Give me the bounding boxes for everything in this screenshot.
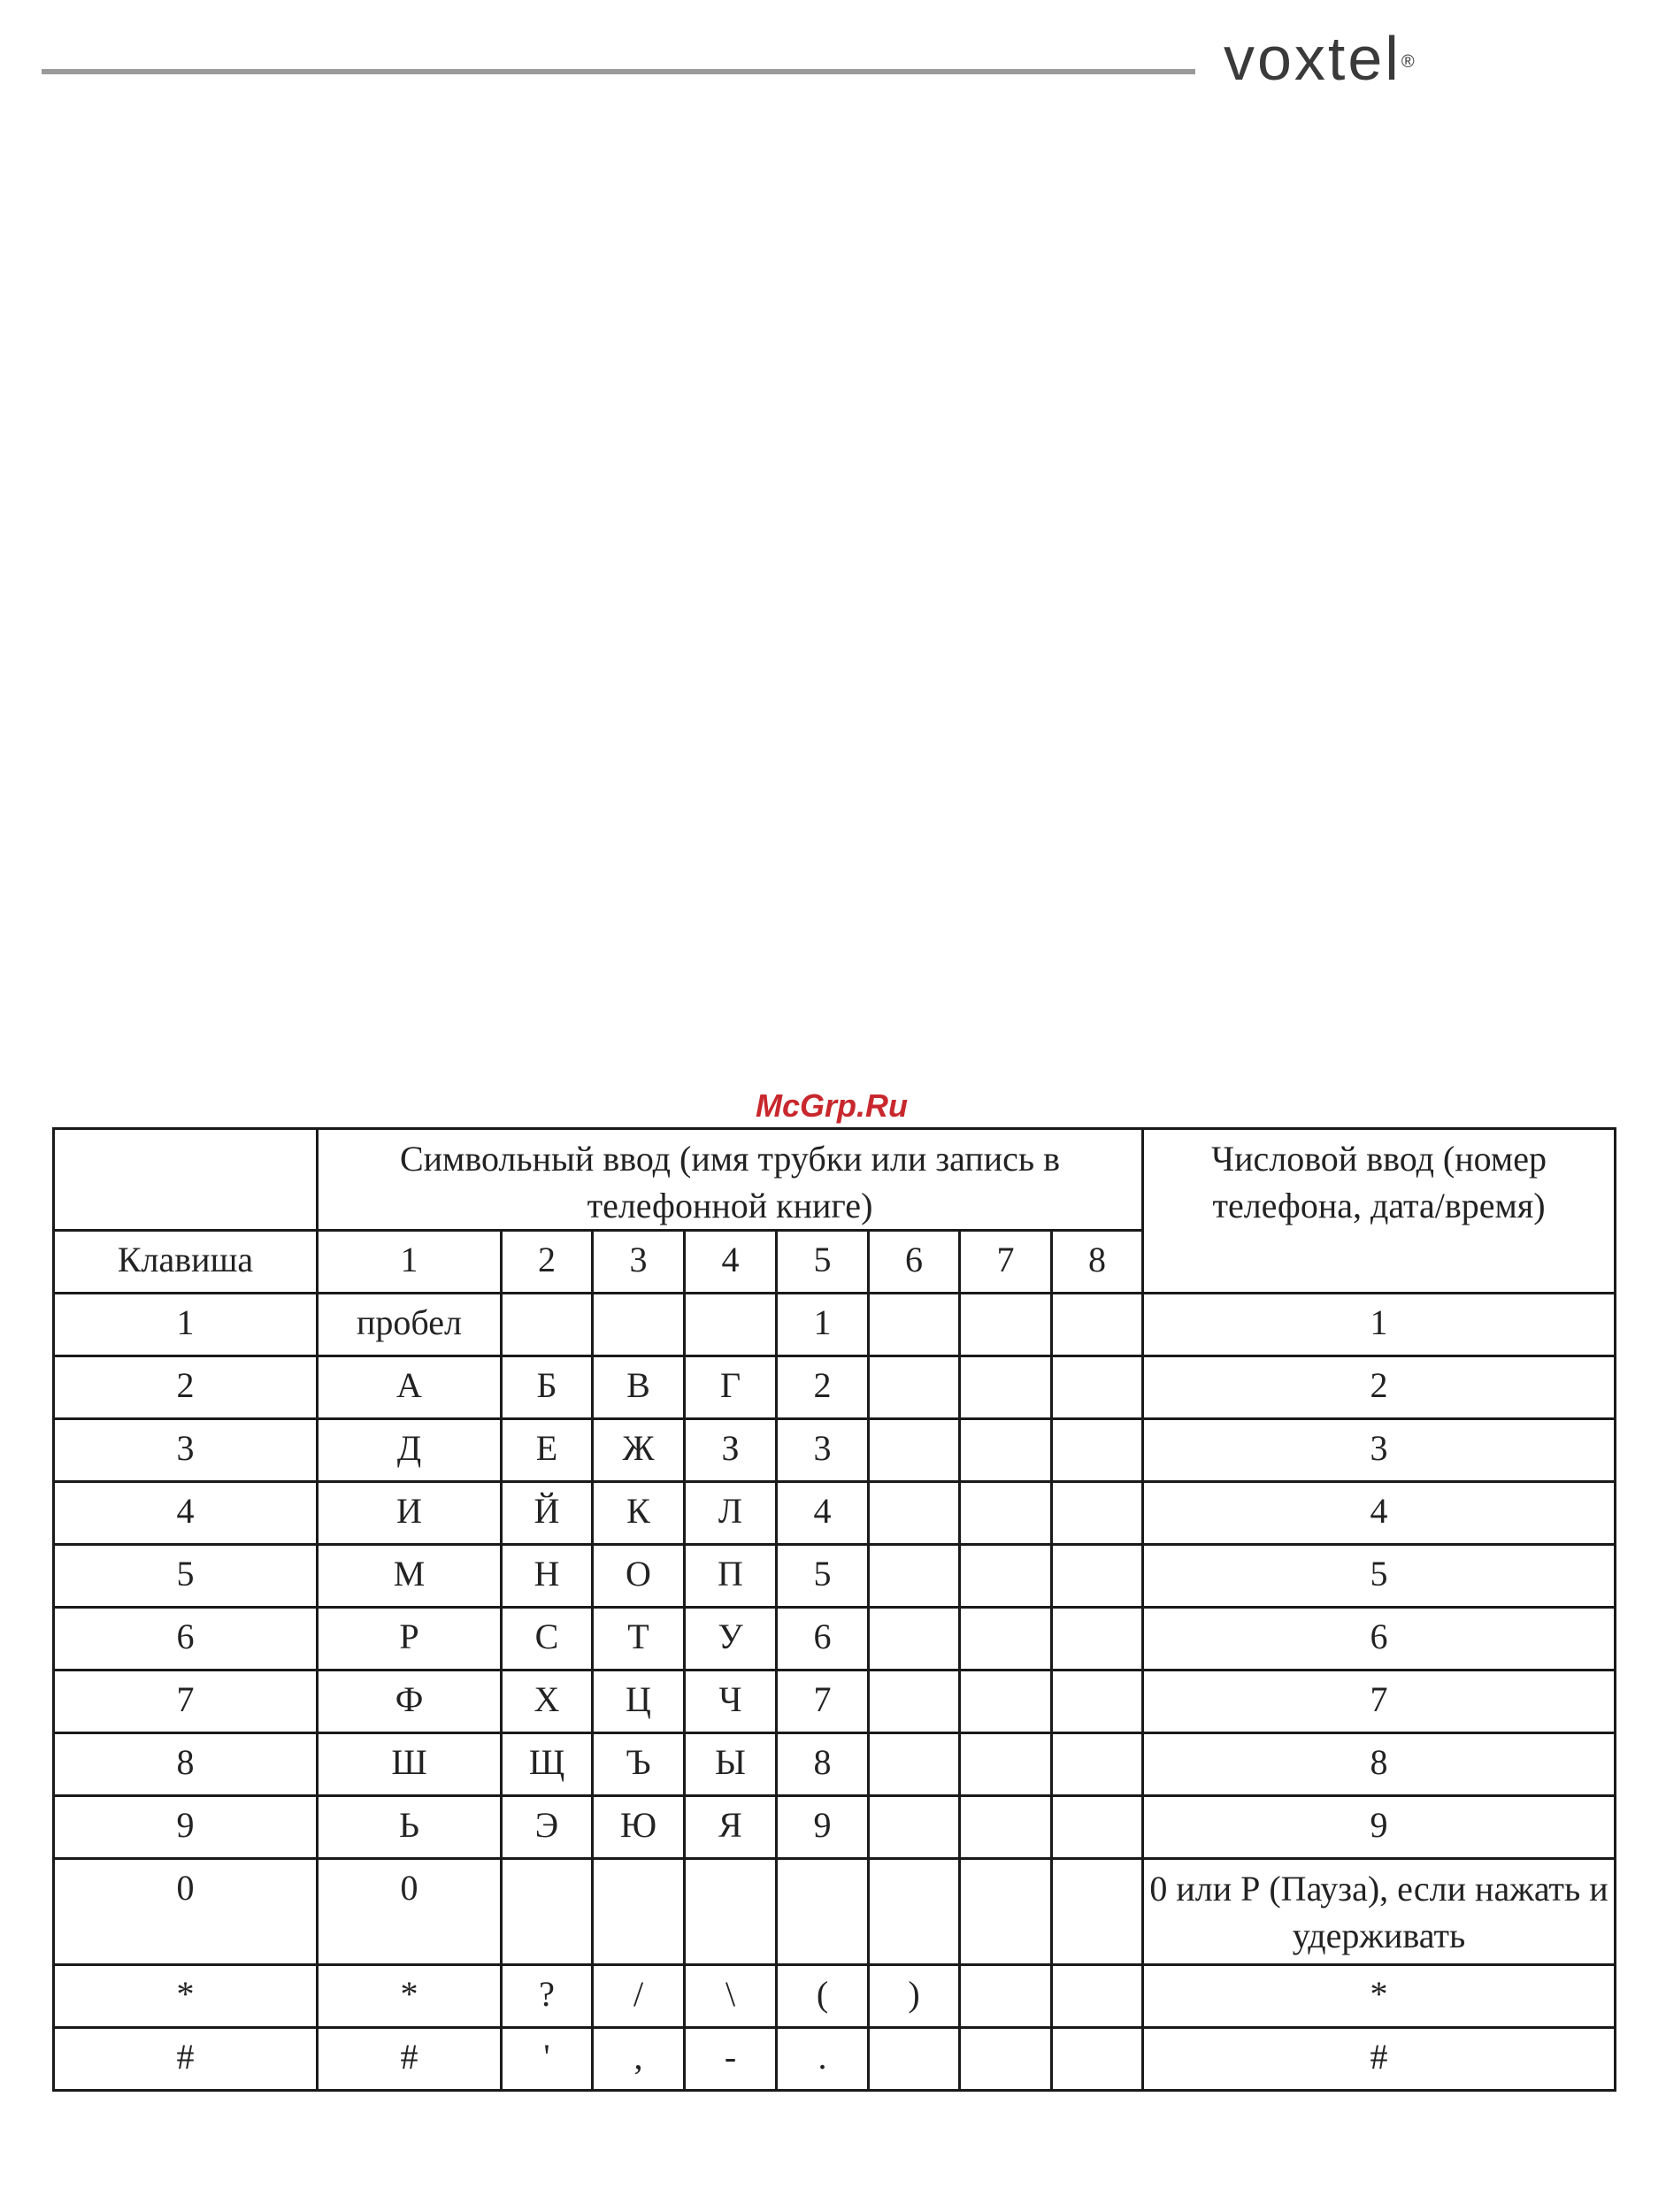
char-cell [960, 1859, 1052, 1965]
char-cell: Ц [593, 1671, 685, 1733]
char-cell: Б [502, 1356, 593, 1419]
table-row [54, 1419, 1616, 1482]
char-cell: Ь [318, 1796, 502, 1859]
key-cell: 5 [54, 1545, 318, 1608]
char-cell: 8 [777, 1733, 869, 1796]
char-cell [960, 1671, 1052, 1733]
char-cell [960, 1796, 1052, 1859]
char-cell: Т [593, 1608, 685, 1671]
char-cell [1052, 2028, 1143, 2091]
char-cell [685, 1294, 777, 1356]
char-cell: Я [685, 1796, 777, 1859]
char-cell [960, 1482, 1052, 1545]
char-cell: Л [685, 1482, 777, 1545]
char-cell: / [593, 1965, 685, 2028]
char-cell [1052, 1419, 1143, 1482]
char-cell: Щ [502, 1733, 593, 1796]
char-cell [1052, 1356, 1143, 1419]
char-cell: Н [502, 1545, 593, 1608]
numeric-cell: 8 [1143, 1733, 1616, 1796]
char-cell: О [593, 1545, 685, 1608]
watermark: McGrp.Ru [755, 1087, 908, 1124]
char-cell [869, 1733, 960, 1796]
position-header: 5 [777, 1231, 869, 1294]
numeric-cell: * [1143, 1965, 1616, 2028]
char-cell [960, 1294, 1052, 1356]
table-row [54, 1859, 1616, 1965]
char-cell: З [685, 1419, 777, 1482]
char-cell: 1 [777, 1294, 869, 1356]
char-cell [1052, 1671, 1143, 1733]
numeric-cell: 2 [1143, 1356, 1616, 1419]
numeric-cell: 6 [1143, 1608, 1616, 1671]
char-cell: Е [502, 1419, 593, 1482]
char-cell [1052, 1796, 1143, 1859]
key-cell: 8 [54, 1733, 318, 1796]
key-cell: * [54, 1965, 318, 2028]
position-header: 7 [960, 1231, 1052, 1294]
char-cell [869, 2028, 960, 2091]
position-header: 3 [593, 1231, 685, 1294]
char-cell: Д [318, 1419, 502, 1482]
key-cell: 7 [54, 1671, 318, 1733]
char-cell: 2 [777, 1356, 869, 1419]
char-cell: * [318, 1965, 502, 2028]
char-cell: 5 [777, 1545, 869, 1608]
char-cell [1052, 1545, 1143, 1608]
char-cell: В [593, 1356, 685, 1419]
registered-mark: ® [1401, 52, 1417, 72]
position-header: 2 [502, 1231, 593, 1294]
char-cell [777, 1859, 869, 1965]
char-cell [1052, 1733, 1143, 1796]
key-cell: 6 [54, 1608, 318, 1671]
char-cell [960, 1419, 1052, 1482]
numeric-cell: 5 [1143, 1545, 1616, 1608]
char-cell [869, 1796, 960, 1859]
char-cell [593, 1294, 685, 1356]
key-cell: 4 [54, 1482, 318, 1545]
char-cell [869, 1671, 960, 1733]
char-cell: 3 [777, 1419, 869, 1482]
char-cell: С [502, 1608, 593, 1671]
table-row [54, 1608, 1616, 1671]
char-cell [1052, 1482, 1143, 1545]
char-cell: . [777, 2028, 869, 2091]
key-cell: 2 [54, 1356, 318, 1419]
position-header: 1 [318, 1231, 502, 1294]
char-cell: # [318, 2028, 502, 2091]
char-cell [869, 1294, 960, 1356]
position-header: 6 [869, 1231, 960, 1294]
numeric-cell: 4 [1143, 1482, 1616, 1545]
char-cell: Й [502, 1482, 593, 1545]
numeric-cell: # [1143, 2028, 1616, 2091]
key-cell: 1 [54, 1294, 318, 1356]
key-cell: 3 [54, 1419, 318, 1482]
char-cell [869, 1608, 960, 1671]
char-cell [593, 1859, 685, 1965]
header-empty-cell [54, 1129, 318, 1231]
char-cell: ) [869, 1965, 960, 2028]
key-cell: 9 [54, 1796, 318, 1859]
char-cell: Р [318, 1608, 502, 1671]
char-cell: Ф [318, 1671, 502, 1733]
char-cell: 0 [318, 1859, 502, 1965]
char-cell: Ъ [593, 1733, 685, 1796]
char-cell: Ж [593, 1419, 685, 1482]
char-cell: У [685, 1608, 777, 1671]
char-cell: Г [685, 1356, 777, 1419]
numeric-input-header: Числовой ввод (номер телефона, дата/время) [1143, 1129, 1616, 1294]
char-cell: Ы [685, 1733, 777, 1796]
char-cell: ? [502, 1965, 593, 2028]
key-mapping-table [52, 1127, 1616, 2092]
key-cell: 0 [54, 1859, 318, 1965]
table-row [54, 1965, 1616, 2028]
table-row [54, 2028, 1616, 2091]
numeric-cell: 9 [1143, 1796, 1616, 1859]
numeric-cell: 3 [1143, 1419, 1616, 1482]
header-rule [42, 69, 1195, 74]
table-row [54, 1294, 1616, 1356]
char-cell: К [593, 1482, 685, 1545]
char-cell: Э [502, 1796, 593, 1859]
char-cell [960, 1965, 1052, 2028]
char-cell [869, 1482, 960, 1545]
position-header: 4 [685, 1231, 777, 1294]
char-cell [869, 1419, 960, 1482]
numeric-cell: 1 [1143, 1294, 1616, 1356]
char-cell: Х [502, 1671, 593, 1733]
char-cell: Ч [685, 1671, 777, 1733]
key-cell: # [54, 2028, 318, 2091]
char-cell: - [685, 2028, 777, 2091]
char-cell: 7 [777, 1671, 869, 1733]
char-cell [869, 1545, 960, 1608]
char-cell [1052, 1965, 1143, 2028]
position-header: 8 [1052, 1231, 1143, 1294]
char-cell [960, 1356, 1052, 1419]
char-cell [960, 2028, 1052, 2091]
char-cell: 9 [777, 1796, 869, 1859]
char-cell [960, 1733, 1052, 1796]
char-cell: пробел [318, 1294, 502, 1356]
char-cell [1052, 1608, 1143, 1671]
char-cell [869, 1356, 960, 1419]
char-cell [1052, 1294, 1143, 1356]
char-cell [960, 1608, 1052, 1671]
table-row [54, 1545, 1616, 1608]
brand-logo-text: voxtel [1224, 24, 1401, 93]
char-cell [960, 1545, 1052, 1608]
char-cell: А [318, 1356, 502, 1419]
numeric-cell: 7 [1143, 1671, 1616, 1733]
symbol-input-header: Символьный ввод (имя трубки или запись в телефонной книге) [318, 1129, 1143, 1231]
table-row [54, 1671, 1616, 1733]
char-cell: ' [502, 2028, 593, 2091]
char-cell: \ [685, 1965, 777, 2028]
char-cell [1052, 1859, 1143, 1965]
char-cell [502, 1294, 593, 1356]
char-cell [502, 1859, 593, 1965]
table-row [54, 1796, 1616, 1859]
char-cell: 4 [777, 1482, 869, 1545]
char-cell: П [685, 1545, 777, 1608]
key-column-header: Клавиша [54, 1231, 318, 1294]
char-cell: ( [777, 1965, 869, 2028]
char-cell: 6 [777, 1608, 869, 1671]
table-row [54, 1482, 1616, 1545]
char-cell: М [318, 1545, 502, 1608]
char-cell: Ю [593, 1796, 685, 1859]
table-row [54, 1733, 1616, 1796]
table-row [54, 1356, 1616, 1419]
char-cell [869, 1859, 960, 1965]
char-cell: Ш [318, 1733, 502, 1796]
brand-logo [1224, 19, 1417, 97]
char-cell: , [593, 2028, 685, 2091]
char-cell [685, 1859, 777, 1965]
numeric-cell: 0 или Р (Пауза), если нажать и удерживать [1143, 1859, 1616, 1965]
header-row-1 [54, 1129, 1616, 1231]
char-cell: И [318, 1482, 502, 1545]
